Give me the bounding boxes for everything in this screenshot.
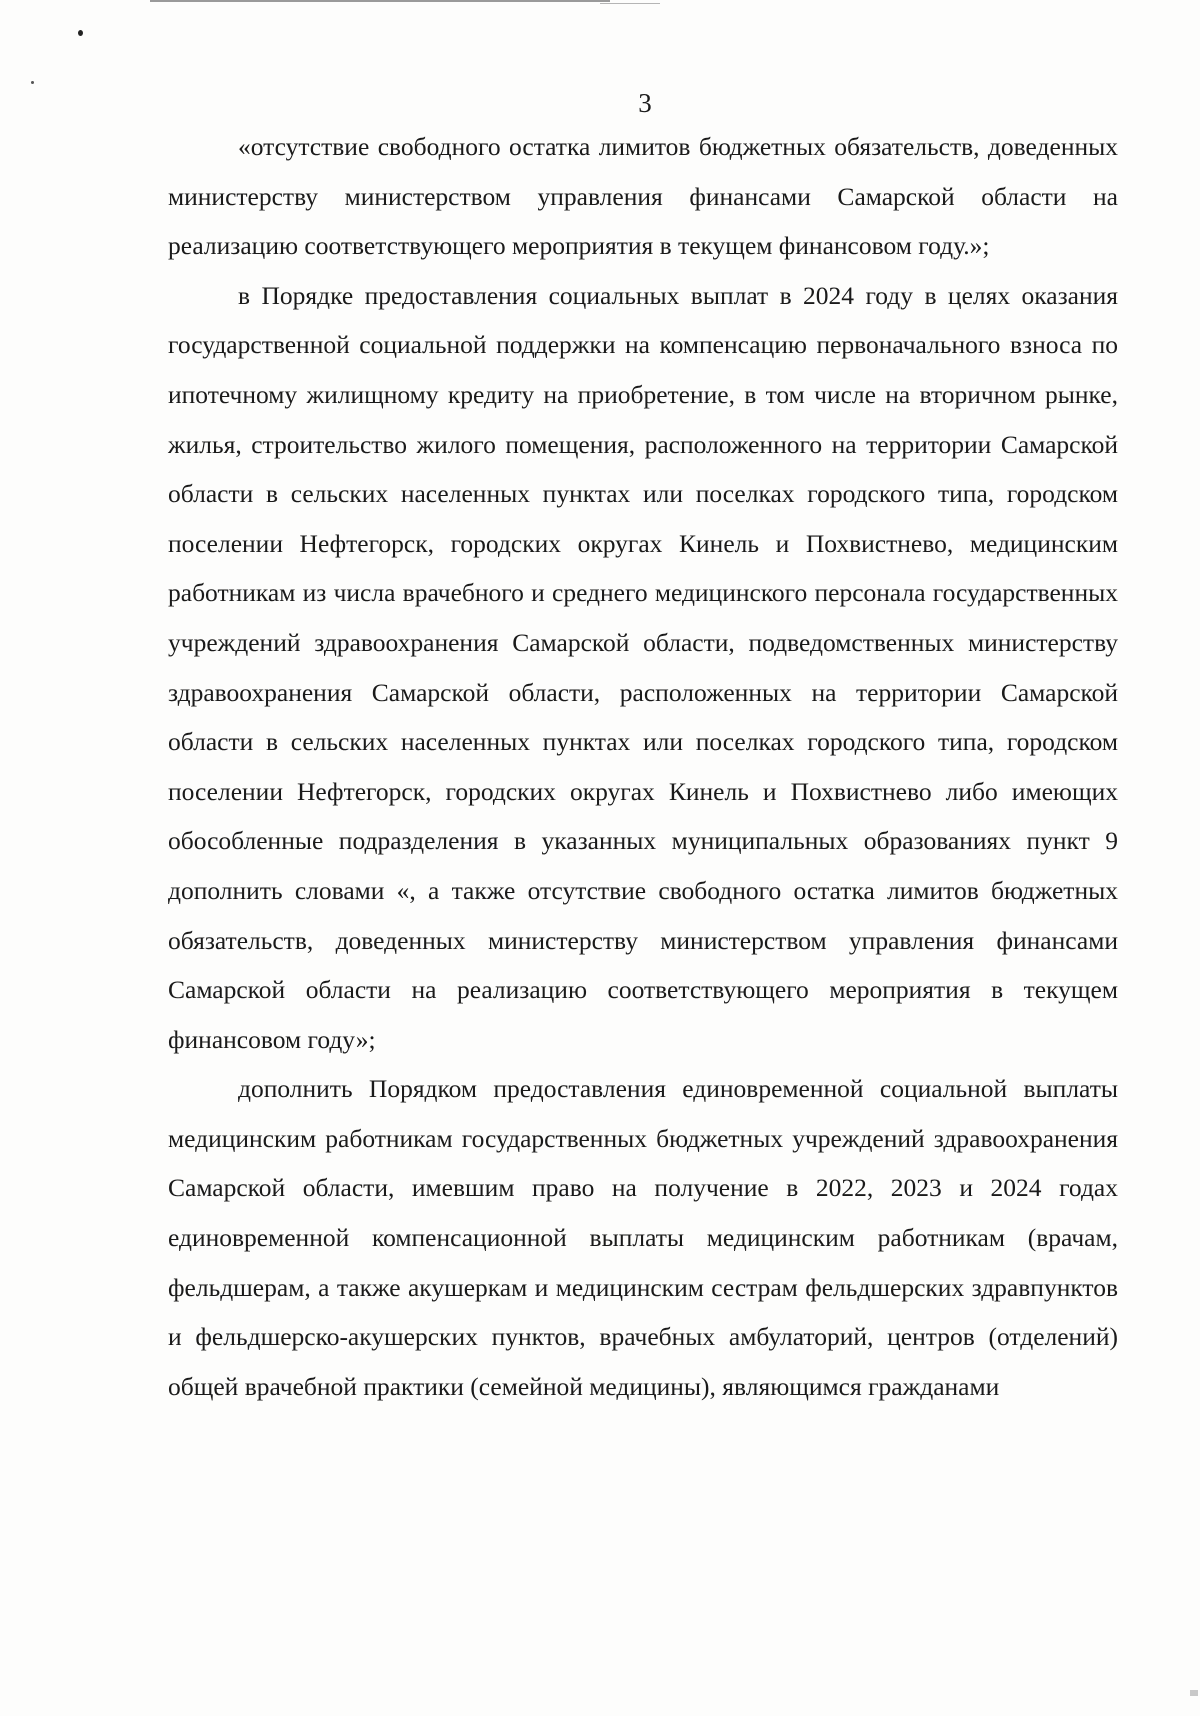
paragraph-mortgage-order-amendment: в Порядке предоставления социальных выплат в 2024 году в целях оказания государственной социальной поддержки на компенсацию первоначального взноса по ипотечному жилищному кредиту на приобретение, в том числе на вторичном рынке, жилья, строительство жилого помещения, расположенного на территории Самарской области в сельских населенных пунктах или поселках городского типа, городском поселении Нефтегорск, городских округах Кинель и Похвистнево, медицинским работникам из числа врачебного и среднего медицинского персонала государственных учреждений здравоохранения Самарской области, подведомственных министерству здравоохранения Самарской области, расположенных на территории Самарской области в сельских населенных пунктах или поселках городского типа, городском поселении Нефтегорск, городских округах Кинель и Похвистнево либо имеющих обособленные подразделения в указанных муниципальных образованиях пункт 9 дополнить словами «, а также отсутствие свободного остатка лимитов бюджетных обязательств, доведенных министерству министерством управления финансами Самарской области на реализацию соответствующего мероприятия в текущем финансовом году»; [168,280,1118,1054]
paragraph-new-order-addition: дополнить Порядком предоставления единовременной социальной выплаты медицинским работникам государственных бюджетных учреждений здравоохранения Самарской области, имевшим право на получение в 2022, 2023 и 2024 годах единовременной компенсационной выплаты медицинским работникам (врачам, фельдшерам, а также акушеркам и медицинским сестрам фельдшерских здравпунктов и фельдшерско-акушерских пунктов, врачебных амбулаторий, центров (отделений) общей врачебной практики (семейной медицины), являющимся гражданами [168,1074,1118,1401]
scan-artifact-line [600,3,660,4]
scan-artifact-smudge [1190,1690,1198,1696]
paragraph-quoted-clause: «отсутствие свободного остатка лимитов бюджетных обязательств, доведенных министерству министерством управления финансами Самарской области на реализацию соответствующего мероприятия в текущем финансовом году.»; [168,132,1118,261]
document-body [168,122,1118,1411]
scan-artifact-dot [31,81,34,84]
scan-artifact-dot [78,30,83,36]
scan-artifact-line [150,0,610,2]
page-number: 3 [638,88,652,118]
